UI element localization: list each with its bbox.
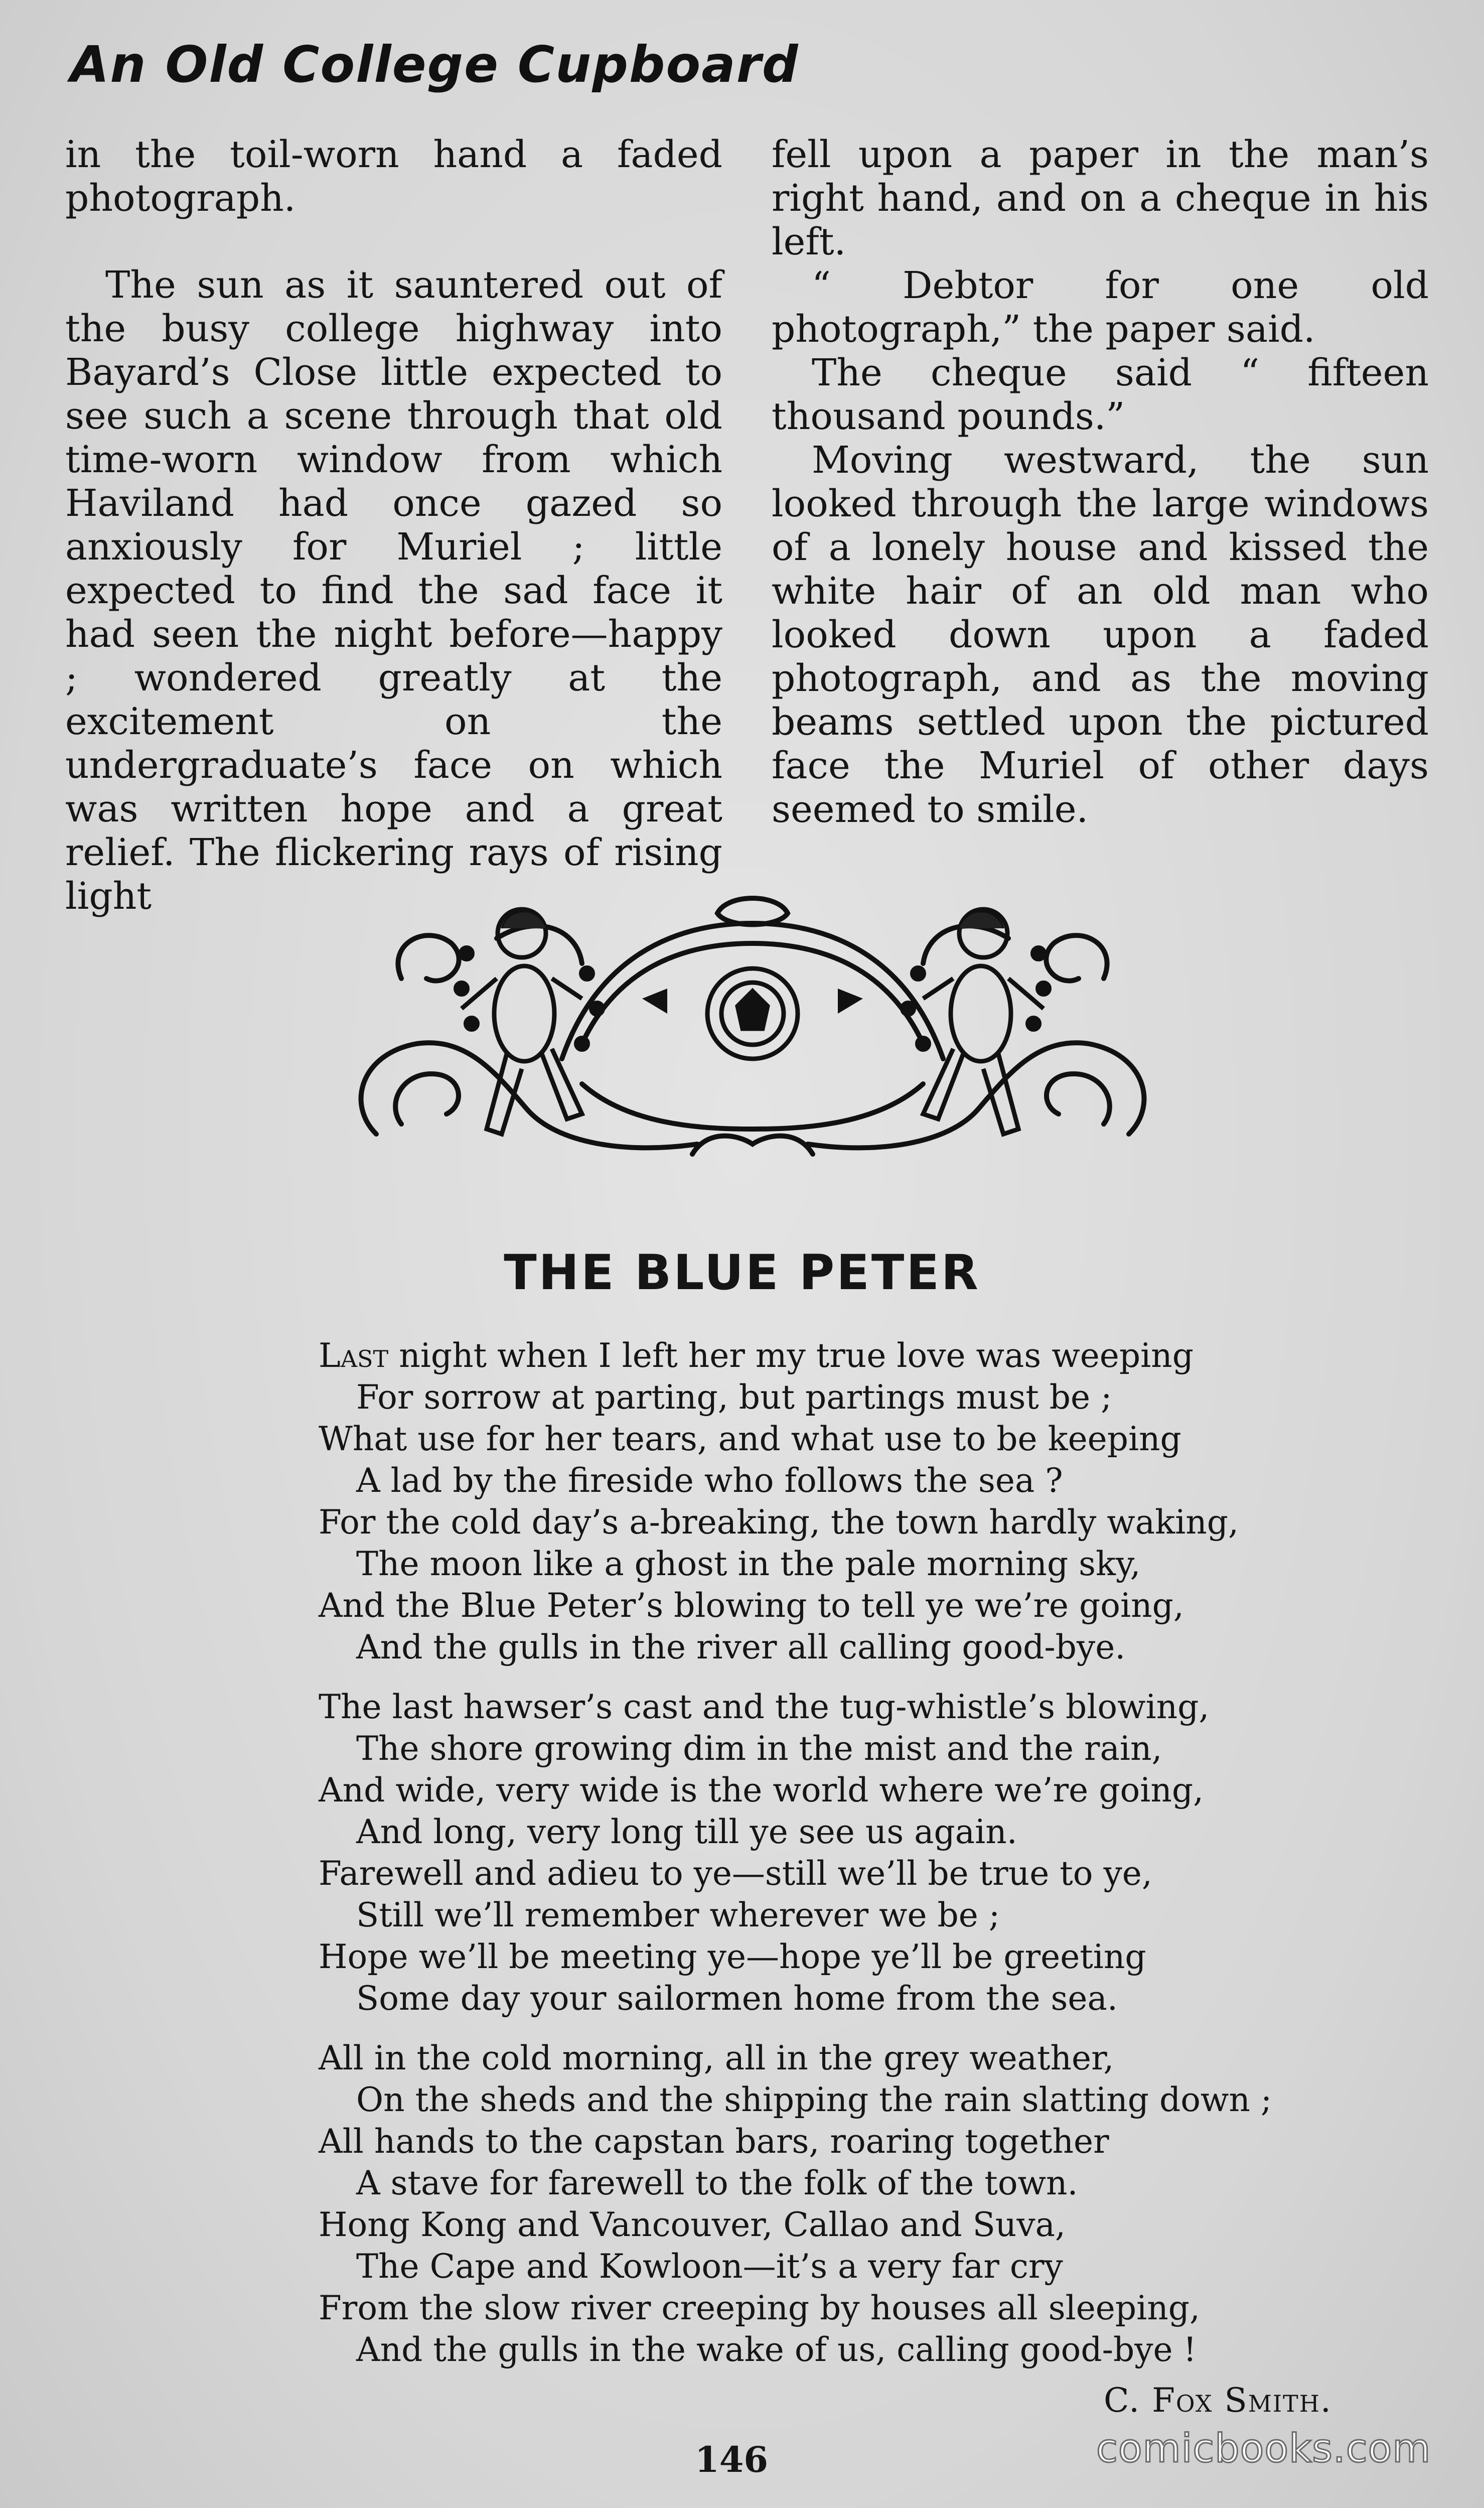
poem-line: For sorrow at parting, but partings must be ; [356,1378,1112,1417]
poem-line: A stave for farewell to the folk of the town. [356,2164,1078,2202]
poem-line-text: night when I left her my true love was weeping [388,1336,1194,1375]
poem-line: The moon like a ghost in the pale morning sky, [356,1545,1141,1583]
poem-line: Hope we’ll be meeting ye—hope ye’ll be greeting [319,1937,1146,1976]
poem-stanza [319,1335,1312,1668]
story-column-left [65,133,722,918]
watermark: comicbooks.com [1096,2426,1431,2471]
story-paragraph: The cheque said “ fifteen thousand pounds.” [772,351,1429,438]
poem-line: A lad by the fireside who follows the sea ? [356,1461,1063,1500]
poem-line [319,1335,1312,1376]
poem-line: And the gulls in the river all calling good-bye. [356,1628,1126,1666]
poem-line: What use for her tears, and what use to be keeping [319,1420,1181,1458]
poem-body [319,1335,1312,2389]
poem-line: From the slow river creeping by houses all sleeping, [319,2289,1200,2327]
poem-line: And the Blue Peter’s blowing to tell ye we’re going, [319,1586,1184,1625]
poem-line: Some day your sailormen home from the sea. [356,1979,1118,2018]
story-paragraph: “ Debtor for one old photograph,” the paper said. [772,264,1429,351]
poem-author: C. Fox Smith. [1104,2381,1332,2420]
poem-line: All in the cold morning, all in the grey weather, [319,2039,1114,2077]
poem-line: Still we’ll remember wherever we be ; [356,1896,1000,1934]
poem-line: Hong Kong and Vancouver, Callao and Suva, [319,2205,1066,2244]
story-paragraph: Moving westward, the sun looked through the large windows of a lonely house and kissed the white hair of an old man who looked down upon a faded photograph, and as the moving beams settled upon the pictured face the Muriel of other days seemed to smile. [772,439,1429,831]
cherub-ornament [346,893,1159,1164]
story-paragraph: fell upon a paper in the man’s right hand, and on a cheque in his left. [772,133,1429,263]
poem-first-word: Last [319,1336,389,1375]
poem-line: And long, very long till ye see us again. [356,1813,1017,1851]
poem-line: And the gulls in the wake of us, calling good-bye ! [356,2330,1197,2369]
story-paragraph: in the toil-worn hand a faded photograph. [65,133,722,220]
poem-stanza [319,1686,1312,2019]
poem-title: THE BLUE PETER [504,1244,980,1301]
page-number: 146 [695,2439,769,2480]
poem-line: The shore growing dim in the mist and the rain, [356,1729,1162,1768]
poem-line: Farewell and adieu to ye—still we’ll be true to ye, [319,1854,1152,1893]
running-head: An Old College Cupboard [70,35,799,94]
poem-line: The Cape and Kowloon—it’s a very far cry [356,2247,1063,2286]
poem-line: And wide, very wide is the world where we’re going, [319,1771,1204,1809]
story-column-right [772,133,1429,831]
poem-stanza [319,2037,1312,2371]
poem-line: For the cold day’s a-breaking, the town hardly waking, [319,1503,1239,1542]
poem-line: The last hawser’s cast and the tug-whistle’s blowing, [319,1688,1210,1726]
poem-line: On the sheds and the shipping the rain slatting down ; [356,2080,1272,2119]
story-paragraph: The sun as it sauntered out of the busy college highway into Bayard’s Close little expected to see such a scene through that old time-worn window from which Haviland had once gazed so anxiously for Muriel ; little expected to find the sad face it had seen the night before—happy ; wondered greatly at the excitement on the undergraduate’s face on which was written hope and a great relief. The flickering rays of rising light [65,263,722,918]
poem-line: All hands to the capstan bars, roaring together [319,2122,1109,2161]
